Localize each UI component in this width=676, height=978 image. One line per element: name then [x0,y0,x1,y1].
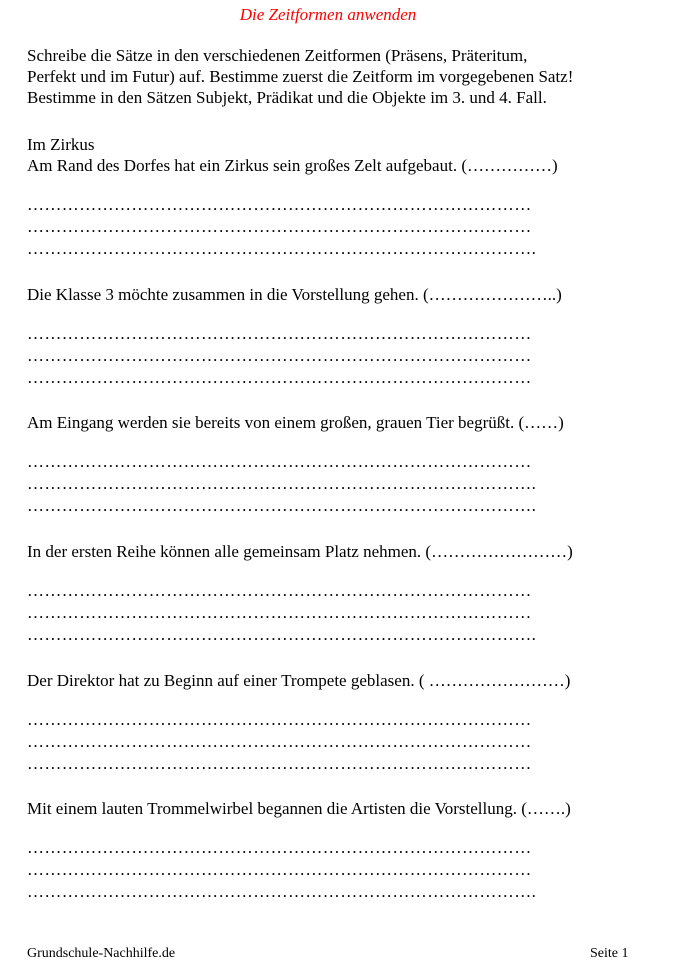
answer-line[interactable]: …………………………………………………………………………… [27,217,532,236]
answer-line[interactable]: …………………………………………………………………………… [27,860,532,879]
exercise-sentence: Am Rand des Dorfes hat ein Zirkus sein großes Zelt aufgebaut. (……………) [27,156,558,175]
answer-line[interactable]: ……………………………………………………………………………. [27,882,537,901]
answer-line[interactable]: ……………………………………………………………………………. [27,474,537,493]
answer-line[interactable]: …………………………………………………………………………… [27,732,532,751]
answer-line[interactable]: …………………………………………………………………………… [27,581,532,600]
exercise-1 [27,155,657,260]
exercise-sentence: Mit einem lauten Trommelwirbel begannen die Artisten die Vorstellung. (…….) [27,799,571,818]
answer-line[interactable]: …………………………………………………………………………… [27,368,532,387]
exercise-sentence: Am Eingang werden sie bereits von einem großen, grauen Tier begrüßt. (……) [27,413,564,432]
answer-line[interactable]: …………………………………………………………………………… [27,195,532,214]
page-title: Die Zeitformen anwenden [239,5,417,24]
answer-line[interactable]: ……………………………………………………………………………. [27,625,537,644]
exercise-sentence: Der Direktor hat zu Beginn auf einer Trompete geblasen. ( ……………………) [27,671,571,690]
answer-line[interactable]: ……………………………………………………………………………. [27,239,537,258]
instructions [27,45,657,108]
exercise-4 [27,541,657,646]
answer-line[interactable]: …………………………………………………………………………… [27,346,532,365]
instruction-line: Schreibe die Sätze in den verschiedenen Zeitformen (Präsens, Präteritum, [27,46,528,65]
section-heading: Im Zirkus [27,135,95,154]
answer-lines [27,837,657,903]
answer-line[interactable]: ……………………………………………………………………………. [27,496,537,515]
answer-line[interactable]: …………………………………………………………………………… [27,603,532,622]
answer-lines [27,194,657,260]
answer-line[interactable]: …………………………………………………………………………… [27,324,532,343]
page-number: Seite 1 [590,946,629,961]
answer-lines [27,580,657,646]
exercise-sentence: Die Klasse 3 möchte zusammen in die Vorstellung gehen. (…………………..) [27,285,562,304]
answer-lines [27,451,657,517]
exercise-sentence: In der ersten Reihe können alle gemeinsam Platz nehmen. (……………………) [27,542,573,561]
exercise-5 [27,670,657,775]
footer-source: Grundschule-Nachhilfe.de [27,946,176,961]
instruction-line: Perfekt und im Futur) auf. Bestimme zuerst die Zeitform im vorgegebenen Satz! [27,67,574,86]
exercise-6 [27,798,657,903]
exercise-3 [27,412,657,517]
answer-line[interactable]: …………………………………………………………………………… [27,754,532,773]
instruction-line: Bestimme in den Sätzen Subjekt, Prädikat und die Objekte im 3. und 4. Fall. [27,88,547,107]
answer-lines [27,323,657,389]
answer-line[interactable]: …………………………………………………………………………… [27,710,532,729]
answer-line[interactable]: …………………………………………………………………………… [27,838,532,857]
answer-line[interactable]: …………………………………………………………………………… [27,452,532,471]
answer-lines [27,709,657,775]
exercise-2 [27,284,657,389]
